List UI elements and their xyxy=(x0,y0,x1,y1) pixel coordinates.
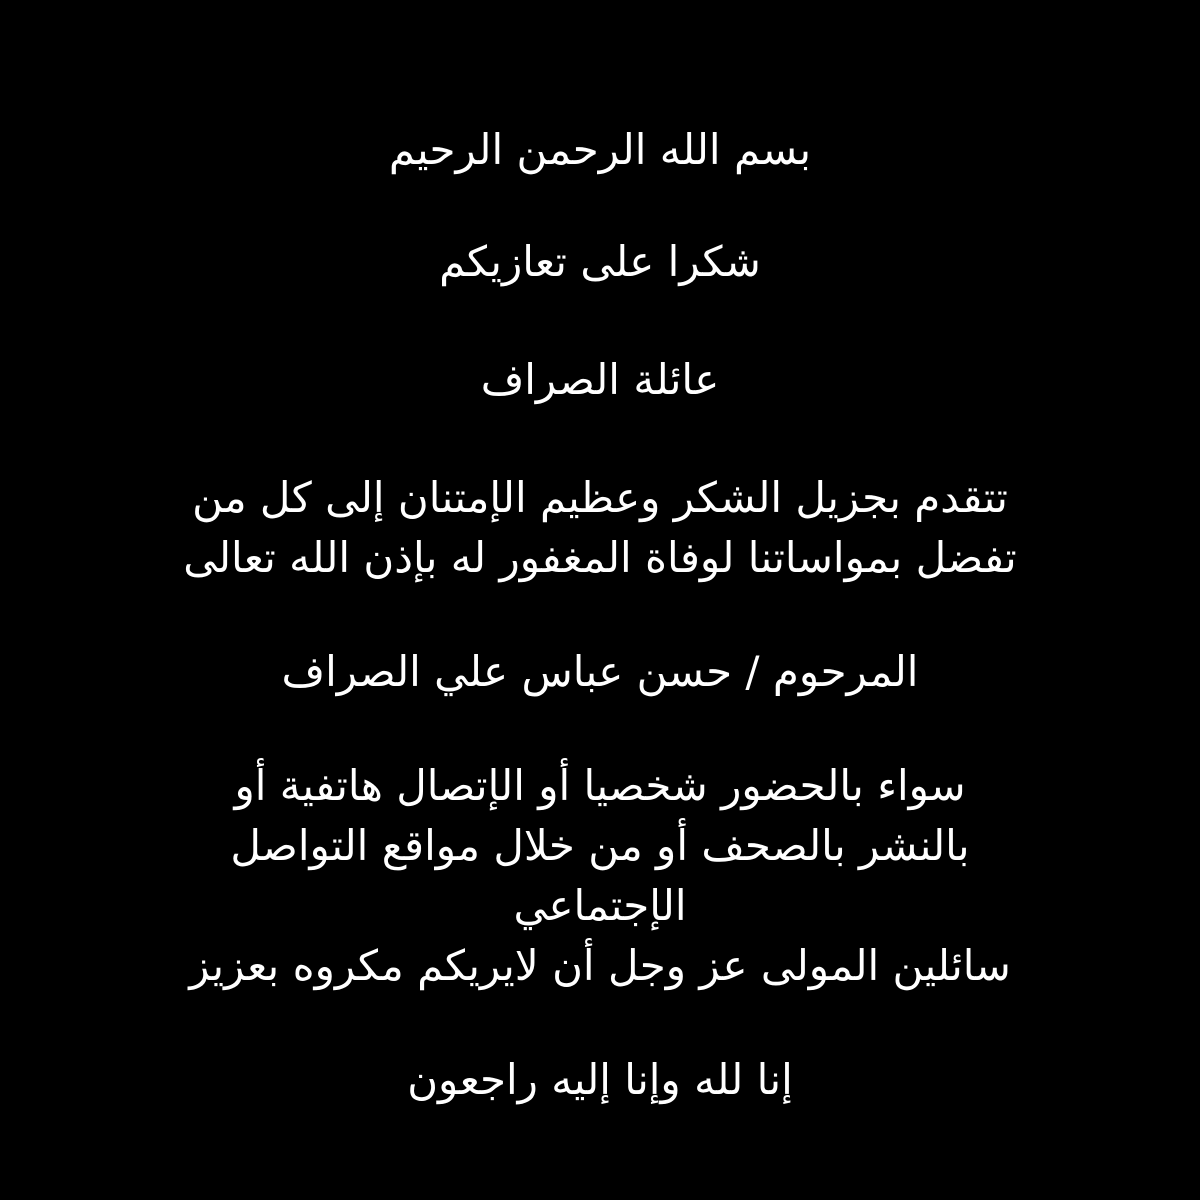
basmala-line: بسم الله الرحمن الرحيم xyxy=(388,125,812,174)
ways-line-1: سواء بالحضور شخصيا أو الإتصال هاتفية أو xyxy=(234,761,966,810)
body-line-2: تفضل بمواساتنا لوفاة المغفور له بإذن الله تعالى xyxy=(183,533,1017,582)
thanks-heading: شكرا على تعازيكم xyxy=(439,237,761,286)
ways-line-2: بالنشر بالصحف أو من خلال مواقع التواصل xyxy=(230,821,970,870)
ways-line-3: الإجتماعي xyxy=(513,881,687,930)
closing-verse: إنا لله وإنا إليه راجعون xyxy=(407,1055,793,1104)
deceased-name: المرحوم / حسن عباس علي الصراف xyxy=(281,647,919,696)
prayer-line: سائلين المولى عز وجل أن لايريكم مكروه بعزيز xyxy=(189,941,1011,990)
family-name: عائلة الصراف xyxy=(480,355,720,404)
body-line-1: تتقدم بجزيل الشكر وعظيم الإمتنان إلى كل من xyxy=(192,473,1008,522)
